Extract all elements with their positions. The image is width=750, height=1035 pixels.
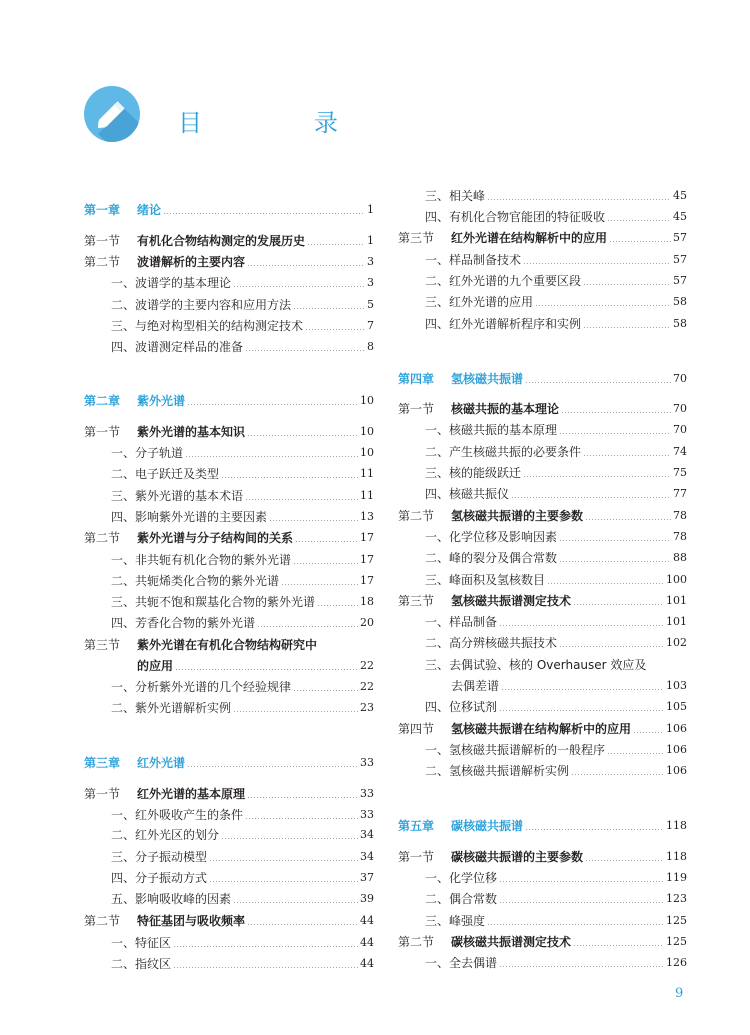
leader-dots [307, 244, 365, 245]
toc-item[interactable] [398, 656, 687, 674]
leader-dots [233, 286, 365, 287]
toc-page-number: 118 [666, 850, 687, 863]
toc-chapter[interactable] [398, 370, 687, 388]
toc-title: 二、电子跃迁及类型 [111, 467, 220, 481]
toc-page-number: 33 [360, 808, 374, 821]
toc-title: 三、与绝对构型相关的结构测定技术 [111, 319, 304, 333]
toc-page-number: 70 [673, 372, 687, 385]
toc-item[interactable] [398, 251, 687, 269]
toc-page-number: 45 [673, 210, 687, 223]
leader-dots [293, 690, 358, 691]
toc-page-number: 78 [673, 530, 687, 543]
leader-dots [245, 350, 365, 351]
leader-dots [487, 199, 671, 200]
toc-number: 第一章 [84, 203, 121, 217]
leader-dots [173, 946, 358, 947]
toc-title: 绪论 [137, 203, 162, 217]
toc-number: 第二节 [84, 914, 121, 928]
toc-item[interactable] [398, 421, 687, 439]
toc-title: 一、非共轭有机化合物的紫外光谱 [111, 553, 292, 567]
toc-page-number: 78 [673, 509, 687, 522]
toc-title: 碳核磁共振谱 [451, 819, 524, 833]
toc-page-number: 8 [367, 340, 374, 353]
page-number: 9 [675, 986, 684, 1001]
toc-item[interactable] [398, 762, 687, 780]
toc-title: 紫外光谱在有机化合物结构研究中 [137, 638, 318, 652]
leader-dots [499, 881, 664, 882]
toc-page-number: 77 [673, 487, 687, 500]
leader-dots [221, 477, 358, 478]
toc-title: 氢核磁共振谱在结构解析中的应用 [451, 722, 632, 736]
leader-dots [221, 838, 358, 839]
toc-title: 一、波谱学的基本理论 [111, 276, 232, 290]
toc-number: 第二章 [84, 394, 121, 408]
toc-item[interactable] [84, 551, 374, 569]
toc-item[interactable] [84, 848, 374, 866]
leader-dots [187, 766, 358, 767]
toc-page-number: 75 [673, 466, 687, 479]
toc-page-number: 17 [360, 531, 374, 544]
toc-item[interactable] [398, 549, 687, 567]
toc-title: 波谱解析的主要内容 [137, 255, 246, 269]
toc-page-number: 5 [367, 298, 374, 311]
toc-page-number: 1 [367, 234, 374, 247]
toc-number: 第五章 [398, 819, 435, 833]
toc-page-number: 106 [666, 764, 687, 777]
toc-title: 四、红外光谱解析程序和实例 [425, 317, 582, 331]
toc-page-number: 11 [360, 489, 374, 502]
toc-item[interactable] [84, 869, 374, 887]
leader-dots [247, 797, 358, 798]
toc-page-number: 33 [360, 787, 374, 800]
toc-page-number: 57 [673, 231, 687, 244]
toc-page-number: 13 [360, 510, 374, 523]
toc-item[interactable] [398, 698, 687, 716]
toc-item[interactable] [398, 485, 687, 503]
toc-page-number: 125 [666, 935, 687, 948]
toc-title: 的应用 [137, 659, 174, 673]
leader-dots [559, 646, 664, 647]
toc-section[interactable] [84, 232, 374, 250]
toc-page-number: 105 [666, 700, 687, 713]
toc-title: 一、样品制备技术 [425, 253, 522, 267]
toc-page-number: 3 [367, 276, 374, 289]
toc-page-number: 119 [666, 871, 687, 884]
toc-title: 红外光谱在结构解析中的应用 [451, 231, 608, 245]
toc-title: 一、化学位移 [425, 871, 498, 885]
leader-dots [293, 308, 365, 309]
leader-dots [209, 860, 358, 861]
leader-dots [573, 604, 664, 605]
toc-section[interactable] [84, 912, 374, 930]
toc-title: 五、影响吸收峰的因素 [111, 892, 232, 906]
toc-item[interactable] [84, 338, 374, 356]
toc-item[interactable] [398, 912, 687, 930]
toc-title: 一、样品制备 [425, 615, 498, 629]
toc-section[interactable] [84, 423, 374, 441]
toc-item[interactable] [398, 634, 687, 652]
leader-dots [501, 689, 664, 690]
leader-dots [233, 902, 358, 903]
toc-page-number: 88 [673, 551, 687, 564]
toc-title: 三、峰面积及氢核数目 [425, 573, 546, 587]
toc-title: 一、红外吸收产生的条件 [111, 808, 244, 822]
toc-title: 氢核磁共振谱的主要参数 [451, 509, 584, 523]
toc-indent[interactable] [84, 657, 374, 675]
toc-page-number: 103 [666, 679, 687, 692]
toc-number: 第四章 [398, 372, 435, 386]
toc-page-number: 44 [360, 914, 374, 927]
toc-page-number: 57 [673, 253, 687, 266]
toc-title: 红外光谱的基本原理 [137, 787, 246, 801]
toc-item[interactable] [398, 315, 687, 333]
leader-dots [585, 860, 664, 861]
toc-title: 二、红外光谱的九个重要区段 [425, 274, 582, 288]
toc-page-number: 18 [360, 595, 374, 608]
leader-dots [247, 265, 365, 266]
toc-section[interactable] [398, 507, 687, 525]
toc-item[interactable] [84, 487, 374, 505]
toc-page-number: 17 [360, 574, 374, 587]
toc-item[interactable] [398, 890, 687, 908]
toc-page-number: 34 [360, 850, 374, 863]
toc-number: 第二节 [84, 531, 121, 545]
leader-dots [499, 966, 664, 967]
leader-dots [269, 520, 358, 521]
toc-page-number: 101 [666, 594, 687, 607]
toc-item[interactable] [84, 955, 374, 973]
toc-title: 四、分子振动方式 [111, 871, 208, 885]
toc-title: 四、波谱测定样品的准备 [111, 340, 244, 354]
toc-page-number: 125 [666, 914, 687, 927]
toc-chapter[interactable] [84, 754, 374, 772]
toc-title: 二、指纹区 [111, 957, 172, 971]
leader-dots [607, 753, 664, 754]
toc-page-number: 101 [666, 615, 687, 628]
toc-page-number: 33 [360, 756, 374, 769]
toc-section[interactable] [84, 636, 374, 654]
toc-page-number: 10 [360, 446, 374, 459]
leader-dots [185, 456, 358, 457]
toc-item[interactable] [398, 293, 687, 311]
toc-number: 第三节 [398, 231, 435, 245]
toc-item[interactable] [398, 443, 687, 461]
toc-section[interactable] [398, 592, 687, 610]
toc-title: 二、氢核磁共振谱解析实例 [425, 764, 570, 778]
toc-title: 氢核磁共振谱 [451, 372, 524, 386]
leader-dots [583, 284, 671, 285]
toc-item[interactable] [398, 613, 687, 631]
toc-number: 第三节 [398, 594, 435, 608]
toc-title: 三、紫外光谱的基本术语 [111, 489, 244, 503]
toc-section[interactable] [84, 785, 374, 803]
toc-item[interactable] [84, 614, 374, 632]
toc-title: 紫外光谱的基本知识 [137, 425, 246, 439]
leader-dots [583, 455, 671, 456]
toc-page-number: 22 [360, 680, 374, 693]
toc-number: 第二节 [398, 509, 435, 523]
toc-page-number: 106 [666, 743, 687, 756]
leader-dots [559, 540, 671, 541]
toc-page-number: 118 [666, 819, 687, 832]
leader-dots [571, 774, 664, 775]
page-title: 目 录 [178, 109, 382, 137]
leader-dots [499, 625, 664, 626]
toc-section[interactable] [398, 229, 687, 247]
leader-dots [523, 476, 671, 477]
leader-dots [609, 241, 671, 242]
toc-item[interactable] [84, 826, 374, 844]
toc-item[interactable] [398, 464, 687, 482]
toc-number: 第二节 [84, 255, 121, 269]
toc-page-number: 44 [360, 936, 374, 949]
leader-dots [281, 584, 358, 585]
toc-title: 一、核磁共振的基本原理 [425, 423, 558, 437]
toc-title: 四、影响紫外光谱的主要因素 [111, 510, 268, 524]
toc-page-number: 70 [673, 423, 687, 436]
toc-title: 一、特征区 [111, 936, 172, 950]
leader-dots [525, 382, 671, 383]
toc-title: 碳核磁共振谱测定技术 [451, 935, 572, 949]
toc-page-number: 106 [666, 722, 687, 735]
toc-page-number: 44 [360, 957, 374, 970]
leader-dots [559, 433, 671, 434]
toc-item[interactable] [84, 934, 374, 952]
toc-page-number: 70 [673, 402, 687, 415]
leader-dots [573, 945, 664, 946]
toc-page-number: 1 [367, 203, 374, 216]
toc-number: 第三章 [84, 756, 121, 770]
toc-page-number: 7 [367, 319, 374, 332]
leader-dots [525, 829, 664, 830]
toc-title: 二、峰的裂分及偶合常数 [425, 551, 558, 565]
toc-page-number: 17 [360, 553, 374, 566]
toc-title: 特征基团与吸收频率 [137, 914, 246, 928]
leader-dots [561, 412, 671, 413]
toc-page-number: 74 [673, 445, 687, 458]
leader-dots [499, 902, 664, 903]
toc-title: 二、紫外光谱解析实例 [111, 701, 232, 715]
toc-title: 二、红外光区的划分 [111, 828, 220, 842]
toc-item[interactable] [398, 528, 687, 546]
leader-dots [317, 605, 358, 606]
toc-page-number: 39 [360, 892, 374, 905]
toc-item[interactable] [84, 317, 374, 335]
toc-section[interactable] [398, 933, 687, 951]
toc-chapter[interactable] [84, 392, 374, 410]
toc-page-number: 23 [360, 701, 374, 714]
toc-section[interactable] [398, 848, 687, 866]
leader-dots [583, 327, 671, 328]
toc-item[interactable] [84, 593, 374, 611]
toc-number: 第二节 [398, 935, 435, 949]
toc-title: 三、峰强度 [425, 914, 486, 928]
toc-number: 第三节 [84, 638, 121, 652]
toc-title: 三、共轭不饱和羰基化合物的紫外光谱 [111, 595, 316, 609]
leader-dots [173, 967, 358, 968]
toc-page-number: 10 [360, 425, 374, 438]
leader-dots [245, 818, 358, 819]
toc-title: 二、高分辨核磁共振技术 [425, 636, 558, 650]
leader-dots [187, 404, 358, 405]
leader-dots [535, 305, 671, 306]
toc-page-number: 126 [666, 956, 687, 969]
toc-title: 紫外光谱与分子结构间的关系 [137, 531, 294, 545]
pencil-icon [84, 86, 140, 142]
leader-dots [163, 213, 365, 214]
toc-item[interactable] [398, 869, 687, 887]
leader-dots [293, 563, 358, 564]
leader-dots [511, 497, 671, 498]
toc-page-number: 57 [673, 274, 687, 287]
leader-dots [247, 924, 358, 925]
toc-section[interactable] [84, 253, 374, 271]
toc-title: 有机化合物结构测定的发展历史 [137, 234, 306, 248]
leader-dots [585, 519, 671, 520]
toc-title: 氢核磁共振谱测定技术 [451, 594, 572, 608]
toc-title: 四、有机化合物官能团的特征吸收 [425, 210, 606, 224]
toc-section[interactable] [84, 529, 374, 547]
toc-section[interactable] [398, 720, 687, 738]
toc-title: 一、分析紫外光谱的几个经验规律 [111, 680, 292, 694]
toc-number: 第一节 [84, 234, 121, 248]
toc-title: 三、相关峰 [425, 189, 486, 203]
leader-dots [487, 924, 664, 925]
toc-page-number: 3 [367, 255, 374, 268]
toc-page-number: 10 [360, 394, 374, 407]
toc-item[interactable] [84, 572, 374, 590]
toc-title: 三、红外光谱的应用 [425, 295, 534, 309]
toc-title: 去偶差谱 [451, 679, 500, 693]
toc-number: 第一节 [398, 850, 435, 864]
toc-number: 第四节 [398, 722, 435, 736]
toc-item[interactable] [84, 890, 374, 908]
toc-title: 四、核磁共振仪 [425, 487, 510, 501]
leader-dots [633, 732, 664, 733]
toc-title: 二、偶合常数 [425, 892, 498, 906]
toc-page-number: 37 [360, 871, 374, 884]
leader-dots [209, 881, 358, 882]
toc-page-number: 123 [666, 892, 687, 905]
toc-item[interactable] [398, 571, 687, 589]
toc-item[interactable] [84, 444, 374, 462]
toc-title: 一、分子轨道 [111, 446, 184, 460]
toc-title: 三、核的能级跃迁 [425, 466, 522, 480]
toc-title: 碳核磁共振谱的主要参数 [451, 850, 584, 864]
toc-title: 二、共轭烯类化合物的紫外光谱 [111, 574, 280, 588]
toc-page-number: 58 [673, 295, 687, 308]
leader-dots [607, 220, 671, 221]
toc-item[interactable] [398, 187, 687, 205]
toc-item[interactable] [84, 678, 374, 696]
toc-page-number: 22 [360, 659, 374, 672]
toc-indent[interactable] [398, 677, 687, 695]
toc-title: 三、分子振动模型 [111, 850, 208, 864]
toc-page-number: 11 [360, 467, 374, 480]
toc-title: 四、芳香化合物的紫外光谱 [111, 616, 256, 630]
leader-dots [257, 626, 358, 627]
toc-item[interactable] [398, 741, 687, 759]
toc-item[interactable] [84, 465, 374, 483]
leader-dots [547, 583, 664, 584]
toc-item[interactable] [84, 274, 374, 292]
toc-page-number: 45 [673, 189, 687, 202]
toc-section[interactable] [398, 400, 687, 418]
toc-page-number: 100 [666, 573, 687, 586]
toc-page-number: 20 [360, 616, 374, 629]
toc-chapter[interactable] [398, 817, 687, 835]
toc-item[interactable] [84, 508, 374, 526]
toc-page-number: 34 [360, 828, 374, 841]
toc-item[interactable] [398, 208, 687, 226]
toc-title: 三、去偶试验、核的 Overhauser 效应及 [425, 658, 647, 672]
leader-dots [295, 541, 358, 542]
leader-dots [175, 669, 358, 670]
leader-dots [305, 329, 365, 330]
leader-dots [559, 561, 671, 562]
leader-dots [245, 499, 358, 500]
toc-title: 二、波谱学的主要内容和应用方法 [111, 298, 292, 312]
toc-number: 第一节 [398, 402, 435, 416]
toc-item[interactable] [398, 272, 687, 290]
toc-title: 红外光谱 [137, 756, 186, 770]
toc-title: 二、产生核磁共振的必要条件 [425, 445, 582, 459]
toc-item[interactable] [398, 954, 687, 972]
toc-title: 一、化学位移及影响因素 [425, 530, 558, 544]
toc-title: 一、全去偶谱 [425, 956, 498, 970]
leader-dots [247, 435, 358, 436]
toc-page-number: 102 [666, 636, 687, 649]
toc-title: 紫外光谱 [137, 394, 186, 408]
toc-number: 第一节 [84, 787, 121, 801]
toc-title: 四、位移试剂 [425, 700, 498, 714]
toc-chapter[interactable] [84, 201, 374, 219]
toc-item[interactable] [84, 806, 374, 824]
leader-dots [523, 263, 671, 264]
toc-title: 一、氢核磁共振谱解析的一般程序 [425, 743, 606, 757]
toc-item[interactable] [84, 699, 374, 717]
leader-dots [499, 710, 664, 711]
leader-dots [233, 711, 358, 712]
toc-number: 第一节 [84, 425, 121, 439]
toc-title: 核磁共振的基本理论 [451, 402, 560, 416]
toc-page-number: 58 [673, 317, 687, 330]
toc-item[interactable] [84, 296, 374, 314]
